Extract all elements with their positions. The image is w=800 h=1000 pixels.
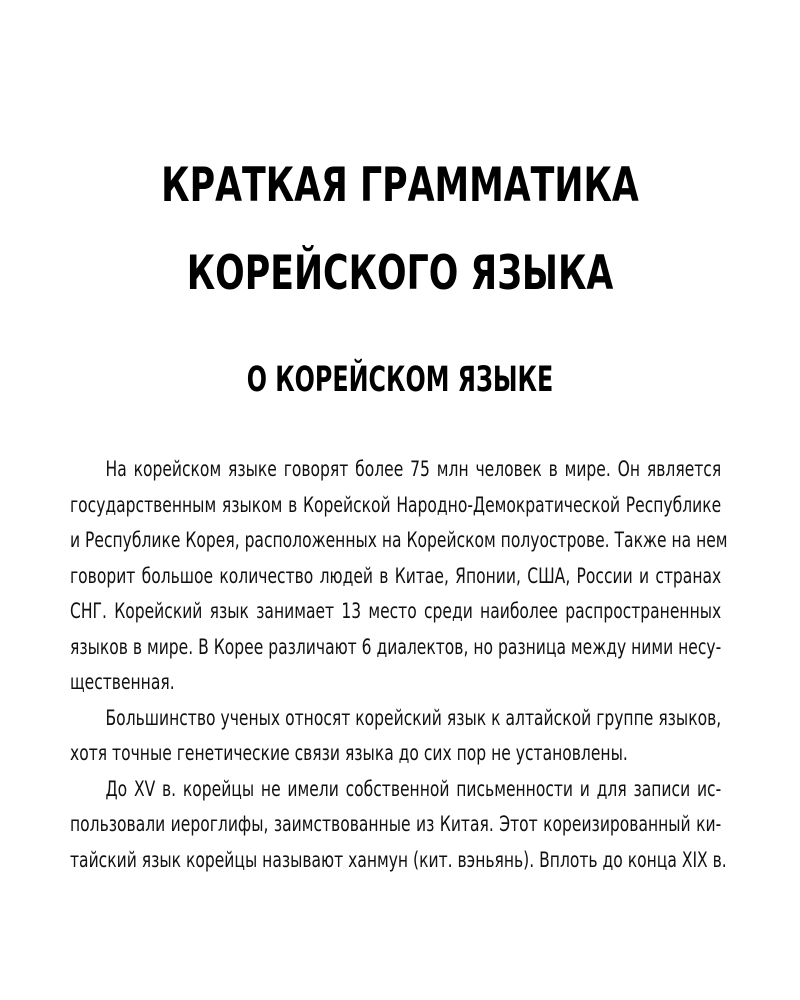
paragraph-3-line-1: До XV в. корейцы не имели собственной письменности и для записи ис- (105, 776, 722, 801)
paragraph-1-line-1: На корейском языке говорят более 75 млн человек в мире. Он является (105, 457, 722, 481)
book-title-line-1: КРАТКАЯ ГРАММАТИКА (161, 158, 639, 213)
book-title-line-2: КОРЕЙСКОГО ЯЗЫКА (186, 246, 614, 301)
book-title (104, 142, 696, 318)
paragraph-1-line-4: говорит большое количество людей в Китае, Японии, США, России и странах (70, 563, 722, 588)
paragraph-1-line-2: государственным языком в Корейской Народно-Демократической Республике (70, 492, 722, 517)
paragraph-1-line-3: и Республике Корея, расположенных на Корейском полуострове. Также на нем (70, 528, 728, 552)
paragraph-3-line-3: тайский язык корейцы называют ханмун (кит. вэньянь). Вплоть до конца XIX в. (70, 847, 727, 872)
paragraph-2-line-1: Большинство ученых относят корейский язык к алтайской группе языков, (105, 705, 722, 730)
section-title: О КОРЕЙСКОМ ЯЗЫКЕ (246, 360, 554, 400)
paragraph-2-line-2: хотя точные генетические связи языка до сих пор не установлены. (70, 741, 628, 765)
paragraph-1-line-6: языков в мире. В Корее различают 6 диалектов, но разница между ними несу- (70, 634, 722, 659)
paragraph-3-line-2: пользовали иероглифы, заимствованные из Китая. Этот кореизированный ки- (70, 812, 722, 836)
body-text (70, 452, 728, 878)
paragraph-1-line-5: СНГ. Корейский язык занимает 13 место среди наиболее распространенных (70, 599, 722, 623)
paragraph-1-line-7: щественная. (70, 670, 175, 694)
